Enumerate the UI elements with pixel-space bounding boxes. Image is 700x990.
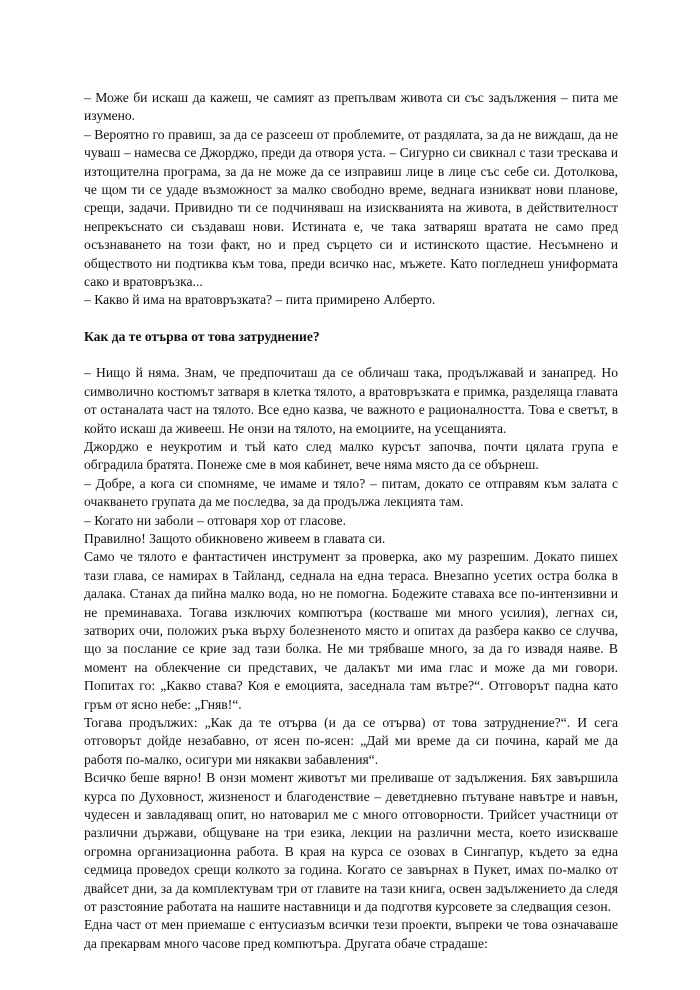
paragraph: – Вероятно го правиш, за да се разсееш от проблемите, от раздялата, за да не виждаш, да не чуваш – намесва се Джорджо, преди да отворя уста. – Сигурно си свикнал с тази трескава и изтощителна програма, за да не може да се изправиш лице в лице със себе си. Дотолкова, че щом ти се удаде възможност за малко свободно време, веднага изникват нови планове, срещи, задачи. Привидно ти се подчиняваш на изискванията на живота, в действителност непрекъснато си създаваш нови. Истината е, че така затваряш вратата не само пред осъзнаването на този факт, но и пред сърцето си и истинското щастие. Несъмнено и обществото ни подтиква към това, преди всичко нас, мъжете. Като погледнеш униформата сако и вратовръзка... [84,126,618,290]
paragraph: Правилно! Защото обикновено живеем в главата си. [84,530,386,546]
paragraph: Тогава продължих: „Как да те отърва (и да се отърва) от това затруднение?“. И сега отговорът дойде незабавно, от ясен по-ясен: „Дай ми време да си почина, карай ме да работя по-малко, осигури ми някакви забавления“. [84,715,618,767]
paragraph: Джорджо е неукротим и тъй като след малко курсът започва, почти цялата група е обградила братята. Понеже сме в моя кабинет, вече няма място да се обърнеш. [84,438,618,473]
section-heading: Как да те отърва от това затруднение? [84,328,320,344]
paragraph: – Какво й има на вратовръзката? – пита примирено Алберто. [84,292,436,308]
paragraph: – Когато ни заболи – отговаря хор от гласове. [84,512,346,528]
paragraph: – Добре, а кога си спомняме, че имаме и тяло? – питам, докато се отправям към залата с очакването групата да ме последва, за да продължа лекцията там. [84,475,618,510]
paragraph: – Нищо й няма. Знам, че предпочиташ да се обличаш така, продължавай и занапред. Но символично костюмът затваря в клетка тялото, а вратовръзката е примка, разделяща главата от останалата част на тялото. Все едно казва, че важното е рационалността. Това е светът, в който искаш да живееш. Не онзи на тялото, на емоциите, на усещанията. [84,365,618,436]
paragraph: Една част от мен приемаше с ентусиазъм всички тези проекти, въпреки че това означаваше да прекарвам много часове пред компютъра. Другата обаче страдаше: [84,917,618,951]
paragraph: Всичко беше вярно! В онзи момент животът ми преливаше от задължения. Бях завършила курса по Духовност, жизненост и благоденствие – деветдневно пътуване навътре и навън, чудесен и завладяващ опит, но натоварил ме с много отговорности. Трийсет участници от различни държави, общуване на три езика, лекции на различни места, което изискваше огромна организационна работа. В края на курса се озовах в Сингапур, където за една седмица проведох срещи колкото за година. Когато се завърнах в Пукет, имах по-малко от двайсет дни, за да комплектувам три от главите на тази книга, освен задължението да следя от разстояние работата на нашите наставници и да подготвя курсовете за следващия сезон. [84,770,618,915]
paragraph: – Може би искаш да кажеш, че самият аз препълвам живота си със задължения – пита ме изумено. [84,90,618,124]
paragraph: Само че тялото е фантастичен инструмент за проверка, ако му разрешим. Докато пишех тази глава, се намирах в Тайланд, седнала на една тераса. Внезапно усетих остра болка в далака. Станах да пийна малко вода, но не помогна. Бодежите ставаха все по-интензивни и не преминаваха. Тогава изключих компютъра (костваше ми много усилия), легнах си, затворих очи, положих ръка върху болезненото място и опитах да разбера какво се случва, що за послание се крие зад тази болка. Не ми трябваше много, за да го извадя наяве. В момент на облекчение си представих, че далакът ми има глас и може да ми говори. Попитах го: „Какво става? Коя е емоцията, заседнала там вътре?“. Отговорът падна като гръм от ясно небе: „Гняв!“. [84,549,618,712]
body-text [84,89,618,953]
spacer [84,310,618,328]
spacer [84,346,618,364]
